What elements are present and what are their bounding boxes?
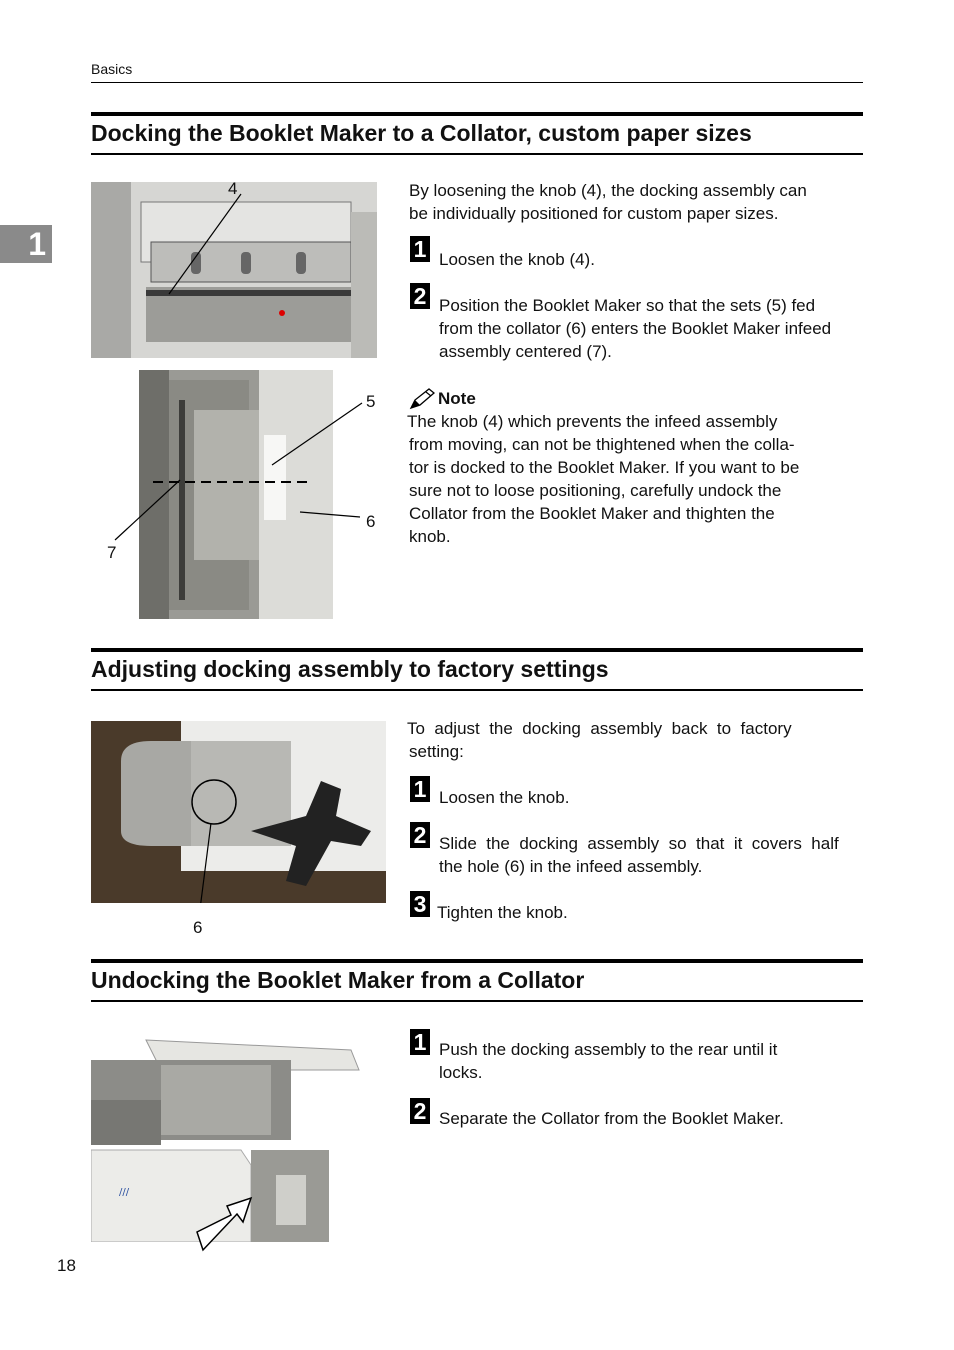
push-arrow-icon <box>195 1190 265 1256</box>
note-text <box>407 410 799 548</box>
intro-text <box>407 717 863 763</box>
step-number: 3 <box>410 891 430 917</box>
step-text <box>439 1038 777 1084</box>
note-label: Note <box>438 389 476 408</box>
section-rule-top <box>91 112 863 116</box>
text-line: setting: <box>409 742 464 761</box>
section-rule-bottom <box>91 689 863 691</box>
running-header: Basics <box>91 61 133 77</box>
step-number: 1 <box>410 236 430 262</box>
svg-text:///: /// <box>119 1187 130 1198</box>
step-text <box>439 786 569 809</box>
callout-7: 7 <box>107 543 117 562</box>
section-rule-top <box>91 959 863 963</box>
text-line: Loosen the knob (4). <box>439 250 595 269</box>
step-text <box>439 832 863 878</box>
step-number: 1 <box>410 1029 430 1055</box>
step-text <box>437 901 568 924</box>
page-number: 18 <box>57 1256 76 1275</box>
header-rule <box>91 82 863 83</box>
section-title-adjusting: Adjusting docking assembly to factory settings <box>91 656 609 682</box>
step-text <box>439 1107 784 1130</box>
callout-6-hole: 6 <box>193 918 203 937</box>
text-line: Collator from the Booklet Maker and thighten the <box>409 504 775 523</box>
intro-text <box>409 179 807 225</box>
text-line: tor is docked to the Booklet Maker. If you want to be <box>409 458 800 477</box>
text-line: Push the docking assembly to the rear until it <box>439 1040 778 1059</box>
text-line: locks. <box>439 1063 483 1082</box>
section-title-undocking: Undocking the Booklet Maker from a Collator <box>91 967 585 993</box>
callout-4: 4 <box>228 179 238 198</box>
step-number: 1 <box>410 776 430 802</box>
text-line: Slide the docking assembly so that it covers half <box>439 834 839 853</box>
text-line: be individually positioned for custom paper sizes. <box>409 204 779 223</box>
callout-5: 5 <box>366 392 376 411</box>
text-line: Position the Booklet Maker so that the sets (5) fed <box>439 296 816 315</box>
step-text <box>439 294 831 363</box>
text-line: Loosen the knob. <box>439 788 570 807</box>
text-line: To adjust the docking assembly back to factory <box>407 719 792 738</box>
step-number: 2 <box>410 822 430 848</box>
text-line: The knob (4) which prevents the infeed assembly <box>407 412 778 431</box>
knob-closeup-photo <box>91 721 386 903</box>
step-text <box>439 248 595 271</box>
leader-lines <box>100 395 370 555</box>
note-pencil-icon <box>409 388 435 410</box>
section-rule-bottom <box>91 153 863 155</box>
text-line: By loosening the knob (4), the docking assembly can <box>409 181 807 200</box>
text-line: from moving, can not be thightened when the colla- <box>409 435 795 454</box>
text-line: sure not to loose positioning, carefully undock the <box>409 481 782 500</box>
section-title-docking: Docking the Booklet Maker to a Collator, custom paper sizes <box>91 120 752 146</box>
chapter-tab: 1 <box>0 225 52 263</box>
text-line: Tighten the knob. <box>437 903 568 922</box>
section-rule-bottom <box>91 1000 863 1002</box>
callout-6: 6 <box>366 512 376 531</box>
text-line: knob. <box>409 527 451 546</box>
text-line: assembly centered (7). <box>439 342 612 361</box>
text-line: from the collator (6) enters the Booklet Maker infeed <box>439 319 832 338</box>
step-number: 2 <box>410 283 430 309</box>
section-rule-top <box>91 648 863 652</box>
text-line: the hole (6) in the infeed assembly. <box>439 857 703 876</box>
step-number: 2 <box>410 1098 430 1124</box>
booklet-maker-top-photo <box>91 182 377 358</box>
text-line: Separate the Collator from the Booklet Maker. <box>439 1109 784 1128</box>
